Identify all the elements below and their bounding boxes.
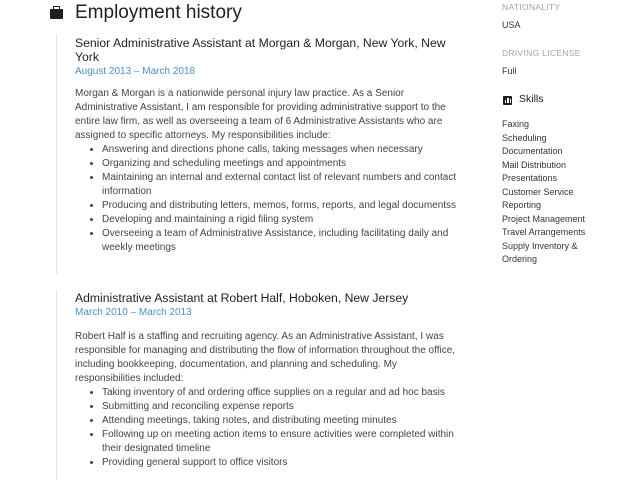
duty-item: • Taking inventory of and ordering office supplies on a regular and ad hoc basis <box>102 386 465 400</box>
job-description: Morgan & Morgan is a nationwide personal injury law practice. As a Senior Administrative Assistant, I am responsible for providing administrative support to the entire law firm, as well as overseeing a team of 6 Administrative Assistants who are assigned to specific attorneys. My responsibilities include: <box>75 88 446 141</box>
job-title: Senior Administrative Assistant at Morgan & Morgan, New York, New York <box>75 36 446 64</box>
nationality-label: NATIONALITY <box>502 2 561 12</box>
skill-item: Documentation <box>502 146 563 156</box>
job-entry <box>75 291 465 470</box>
duty-item: • Maintaining an internal and external contact list of relevant numbers and contact information <box>102 171 465 199</box>
duties-list <box>75 386 465 470</box>
duty-item: • Providing general support to office visitors <box>102 456 465 470</box>
skills-list <box>502 118 602 267</box>
skill-item: Mail Distribution <box>502 159 567 170</box>
skill-item: Supply Inventory & Ordering <box>502 240 578 264</box>
duty-item: • Submitting and reconciling expense reports <box>102 400 465 414</box>
duty-item: • Developing and maintaining a rigid filing system <box>102 213 465 227</box>
job-dates: March 2010 – March 2013 <box>75 307 192 318</box>
job-description: Robert Half is a staffing and recruiting agency. As an Administrative Assistant, I was responsible for managing and distributing the flow of information throughout the office, including bookkeeping, documentation, and planning and scheduling. My responsibilities included: <box>75 331 456 384</box>
skill-item: Travel Arrangements <box>502 227 586 237</box>
job-entry <box>75 36 465 255</box>
duties-list <box>75 143 465 255</box>
driving-license-value: Full <box>502 66 517 76</box>
duty-item: • Overseeing a team of Administrative Assistance, including facilitating daily and weekly meetings <box>102 227 465 255</box>
skills-title: Skills <box>519 93 544 105</box>
skill-item: Faxing <box>502 119 530 129</box>
skill-item: Scheduling <box>502 132 547 143</box>
skill-item: Reporting <box>502 200 542 210</box>
skill-item: Project Management <box>502 213 586 224</box>
timeline-line <box>56 290 57 480</box>
briefcase-icon <box>50 9 63 19</box>
skill-item: Presentations <box>502 173 558 183</box>
timeline-line <box>56 34 57 274</box>
duty-item: • Producing and distributing letters, memos, forms, reports, and legal documentss <box>102 199 465 213</box>
skill-item: Customer Service <box>502 186 574 197</box>
duty-item: • Attending meetings, taking notes, and distributing meeting minutes <box>102 414 465 428</box>
job-title: Administrative Assistant at Robert Half, Hoboken, New Jersey <box>75 291 409 305</box>
duty-item: • Following up on meeting action items to ensure activities were completed within their designated timeline <box>102 428 465 456</box>
nationality-value: USA <box>502 20 521 30</box>
bar-chart-icon <box>503 96 512 105</box>
duty-item: • Organizing and scheduling meetings and appointments <box>102 157 465 171</box>
driving-license-label: DRIVING LICENSE <box>502 48 581 58</box>
job-dates: August 2013 – March 2018 <box>75 66 196 77</box>
duty-item: • Answering and directions phone calls, taking messages when necessary <box>102 143 465 157</box>
section-title: Employment history <box>75 2 242 23</box>
